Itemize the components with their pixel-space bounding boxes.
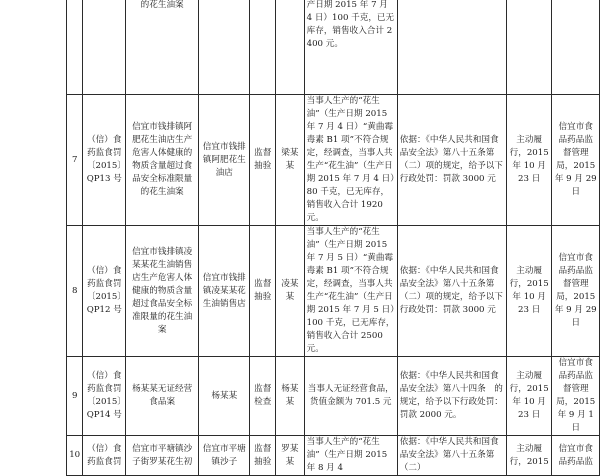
inspection-type: 监督检查 [250, 357, 276, 436]
legal-representative: 凌某某 [276, 226, 304, 357]
document-number: （信）食药监食罚 [83, 436, 126, 476]
legal-representative: 罗某某 [276, 436, 304, 476]
party-name [199, 0, 250, 95]
party-name: 杨某某 [199, 357, 250, 436]
legal-representative [276, 0, 304, 95]
penalty-basis [397, 0, 506, 95]
execution-mode: 主动履行，2015 年 10 月 23 日 [506, 95, 552, 226]
execution-mode: 主动履行，2015 年 10 月 23 日 [506, 226, 552, 357]
case-name: 的花生油案 [126, 0, 199, 95]
row-number: 7 [67, 95, 83, 226]
case-name: 信宜市平塘镇沙子街罗某花生初 [126, 436, 199, 476]
row-number [67, 0, 83, 95]
inspection-type: 监督抽验 [250, 226, 276, 357]
execution-mode: 主动履行，2015 年 10 月 23 日 [506, 357, 552, 436]
inspection-type: 监督抽验 [250, 436, 276, 476]
execution-mode: 主动履行，2015 [506, 436, 552, 476]
case-name: 信宜市钱排镇阿肥花生油店生产危害人体健康的物质含量超过食品安全标准限量的花生油案 [126, 95, 199, 226]
decision-date: 信宜市食品药品监督管理局，2015 年 9 月 29 日 [552, 226, 600, 357]
penalty-basis: 依据：《中华人民共和国食品安全法》第八十五条第（二）项的规定，给予以下行政处罚：罚款 3000 元 [397, 226, 506, 357]
case-name: 信宜市钱排镇凌某某花生油销售店生产危害人体健康的物质含量超过食品安全标准限量的花生油案 [126, 226, 199, 357]
inspection-type: 监督抽验 [250, 95, 276, 226]
legal-representative: 梁某某 [276, 95, 304, 226]
document-number [83, 0, 126, 95]
violation-facts: 当事人无证经营食品，货值金额为 701.5 元 [304, 357, 397, 436]
penalty-basis: 依据：《中华人民共和国食品安全法》第八十四条 的规定，给予以下行政处罚：罚款 2000 元。 [397, 357, 506, 436]
violation-facts: 当事人生产的“花生油”（生产日期 2015 年 7 月 4 日）“黄曲霉毒素 B1 项”不符合规定，经调查，当事人共生产“花生油”（生产日期 2015 年 7 月 4 日）80 千克，已无库存，销售收入合计 1920 元。 [304, 95, 397, 226]
table-row [67, 226, 600, 357]
decision-date [552, 0, 600, 95]
row-number: 9 [67, 357, 83, 436]
decision-date: 信宜市食品药品监督管理局，2015 年 9 月 29 日 [552, 95, 600, 226]
execution-mode [506, 0, 552, 95]
table-row [67, 436, 600, 476]
penalty-basis: 依据：《中华人民共和国食品安全法》第八十五条第（二）项的规定，给予以下行政处罚：罚款 3000 元 [397, 95, 506, 226]
case-name: 杨某某无证经营食品案 [126, 357, 199, 436]
document-number: （信）食药监食罚〔2015〕QP12 号 [83, 226, 126, 357]
violation-facts: 产日期 2015 年 7 月 4 日）100 千克，已无库存，销售收入合计 2400 元。 [304, 0, 397, 95]
row-number: 10 [67, 436, 83, 476]
row-number: 8 [67, 226, 83, 357]
violation-facts: 当事人生产的“花生油”（生产日期 2015 年 8 月 4 [304, 436, 397, 476]
decision-date: 信宜市食品药品监督管理局，2015 年 9 月 1 日 [552, 357, 600, 436]
inspection-type [250, 0, 276, 95]
document-number: （信）食药监食罚〔2015〕QP13 号 [83, 95, 126, 226]
legal-representative: 杨某某 [276, 357, 304, 436]
penalty-basis: 依据：《中华人民共和国食品安全法》第八十五条第（二） [397, 436, 506, 476]
document-number: （信）食药监食罚〔2015〕QP14 号 [83, 357, 126, 436]
party-name: 信宜市钱排镇凌某某花生油销售店 [199, 226, 250, 357]
party-name: 信宜市平塘镇沙子 [199, 436, 250, 476]
decision-date: 信宜市食品药品监 [552, 436, 600, 476]
penalty-table [66, 0, 600, 476]
table-row [67, 95, 600, 226]
violation-facts: 当事人生产的“花生油”（生产日期 2015 年 7 月 5 日）“黄曲霉毒素 B1 项”不符合规定，经调查，当事人共生产“花生油”（生产日期 2015 年 7 月 5 日）100 千克，已无库存，销售收入合计 2500 元。 [304, 226, 397, 357]
party-name: 信宜市钱排镇阿肥花生油店 [199, 95, 250, 226]
table-row [67, 0, 600, 95]
